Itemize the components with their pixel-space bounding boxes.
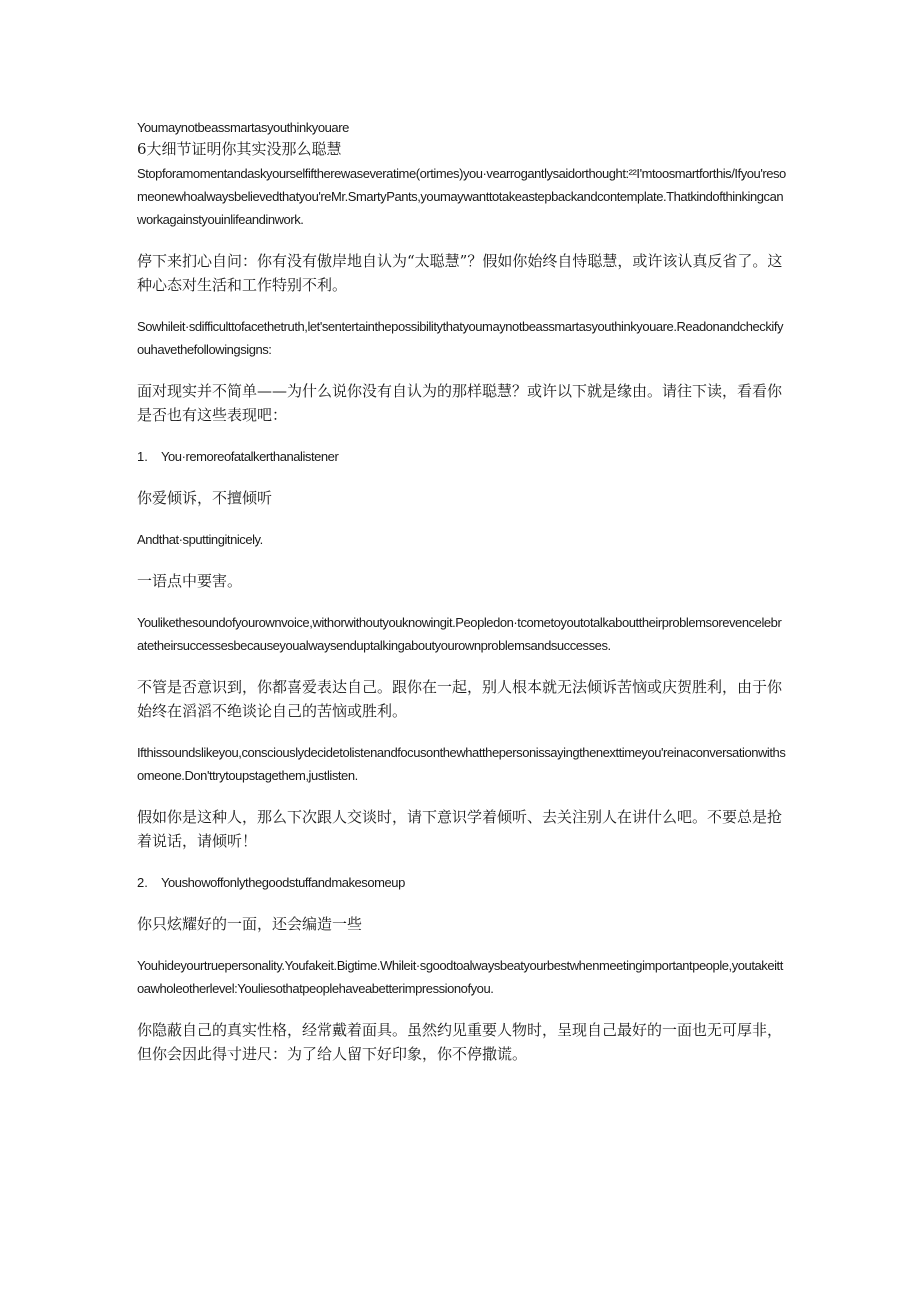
section-2-number: 2. <box>137 875 148 890</box>
section-1-paragraph-b-english: Youlikethesoundofyourownvoice,withorwithoutyouknowingit.Peopledon·tcometoyoutotalkabouttheirproblemsorevencelebratetheirsuccessesbecauseyoualwaysenduptalkingaboutyourownproblemsandsuccesses. <box>137 615 782 653</box>
section-1-line-a-english: Andthat·sputtingitnicely. <box>137 532 263 547</box>
paragraph-signs-chinese: 面对现实并不简单——为什么说你没有自认为的那样聪慧？或许以下就是缘由。请往下读，看看你是否也有这些表现吧： <box>137 382 783 424</box>
title-english: Youmaynotbeassmartasyouthinkyouare <box>137 120 349 135</box>
section-1-paragraph-c-chinese: 假如你是这种人，那么下次跟人交谈时，请下意识学着倾听、去关注别人在讲什么吧。不要总是抢着说话，请倾听！ <box>137 808 783 850</box>
document-page <box>137 116 787 1066</box>
title-chinese: 6大细节证明你其实没那么聪慧 <box>137 140 342 158</box>
section-2-paragraph-a-chinese: 你隐蔽自己的真实性格，经常戴着面具。虽然约见重要人物时，呈现自己最好的一面也无可厚非，但你会因此得寸进尺：为了给人留下好印象，你不停撒谎。 <box>137 1021 783 1063</box>
section-1-number: 1. <box>137 449 148 464</box>
paragraph-signs-english: Sowhileit·sdifficulttofacethetruth,let'sentertainthepossibilitythatyoumaynotbeassmartasyouthinkyouare.Readonandcheckifyouhavethefollowingsigns: <box>137 319 784 357</box>
paragraph-intro-chinese: 停下来扪心自问：你有没有傲岸地自认为“太聪慧”？假如你始终自恃聪慧，或许该认真反省了。这种心态对生活和工作特别不利。 <box>137 252 783 294</box>
section-2-paragraph-a-english: Youhideyourtruepersonality.Youfakeit.Bigtime.Whileit·sgoodtoalwaysbeatyourbestwhenmeetingimportantpeople,youtakeittoawholeotherlevel:Youliesothatpeoplehaveabetterimpressionofyou. <box>137 958 783 996</box>
section-2-heading-chinese: 你只炫耀好的一面，还会编造一些 <box>137 915 363 933</box>
section-1-line-a-chinese: 一语点中要害。 <box>137 572 243 590</box>
section-2-heading <box>137 871 787 894</box>
section-1-paragraph-b-chinese: 不管是否意识到，你都喜爱表达自己。跟你在一起，别人根本就无法倾诉苦恼或庆贺胜利，由于你始终在滔滔不绝谈论自己的苦恼或胜利。 <box>137 678 783 720</box>
section-2-heading-text: Youshowoffonlythegoodstuffandmakesomeup <box>161 875 405 890</box>
section-1-heading-chinese: 你爱倾诉，不擅倾听 <box>137 489 273 507</box>
section-1-heading-text: You·remoreofatalkerthanalistener <box>161 449 339 464</box>
section-1-paragraph-c-english: Ifthissoundslikeyou,consciouslydecidetolistenandfocusonthewhatthepersonissayingthenexttimeyou'reinaconversationwithsomeone.Don'ttrytoupstagethem,justlisten. <box>137 745 786 783</box>
paragraph-intro-english: Stopforamomentandaskyourselfiftherewaseveratime(ortimes)you·vearrogantlysaidorthought:²²I'mtoosmartforthis/Ifyou'resomeonewhoalwaysbelievedthatyou'reMr.SmartyPants,youmaywanttotakeastepbackandcontemplate.Thatkindofthinkingcanworkagainstyouinlifeandinwork. <box>137 166 786 227</box>
section-1-heading <box>137 445 787 468</box>
